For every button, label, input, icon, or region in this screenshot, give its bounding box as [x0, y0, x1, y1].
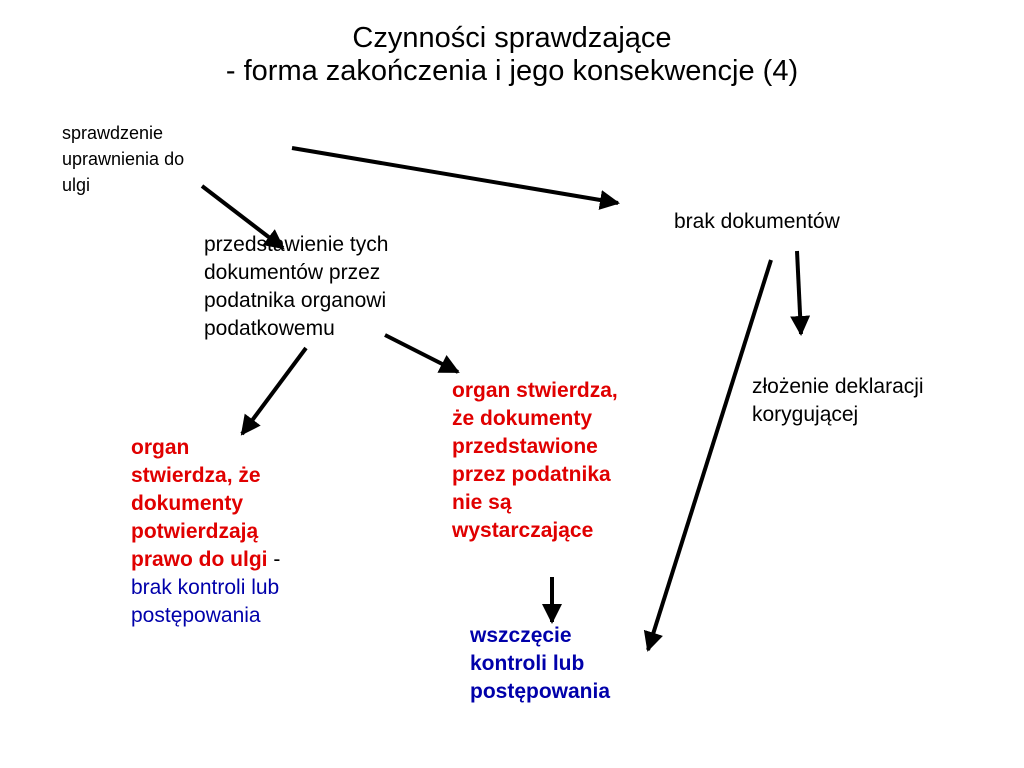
- title-line-2: - forma zakończenia i jego konsekwencje (4): [225, 55, 799, 87]
- node-korekta: złożenie deklaracji korygującej: [752, 375, 924, 426]
- arrow-przedstawienie-to-potwierdzaja: [242, 348, 306, 434]
- node-sprawdzenie: sprawdzenie uprawnienia do ulgi: [62, 123, 185, 195]
- node-potwierdzaja: organ stwierdza, że dokumenty potwierdzają prawo do ulgi - brak kontroli lub postępowania: [131, 436, 281, 627]
- arrow-brak-to-korekta: [797, 251, 801, 334]
- arrow-start-to-brak: [292, 148, 618, 203]
- arrow-przedstawienie-to-niewystarczajace: [385, 335, 458, 372]
- node-brak-dokumentow: brak dokumentów: [674, 210, 840, 233]
- node-wszczecie: wszczęcie kontroli lub postępowania: [470, 624, 611, 703]
- arrow-brak-to-wszczecie: [648, 260, 771, 650]
- node-niewystarczajace: organ stwierdza, że dokumenty przedstawione przez podatnika nie są wystarczające: [452, 379, 618, 542]
- title-line-1: Czynności sprawdzające: [352, 22, 672, 54]
- node-przedstawienie: przedstawienie tych dokumentów przez podatnika organowi podatkowemu: [204, 233, 389, 340]
